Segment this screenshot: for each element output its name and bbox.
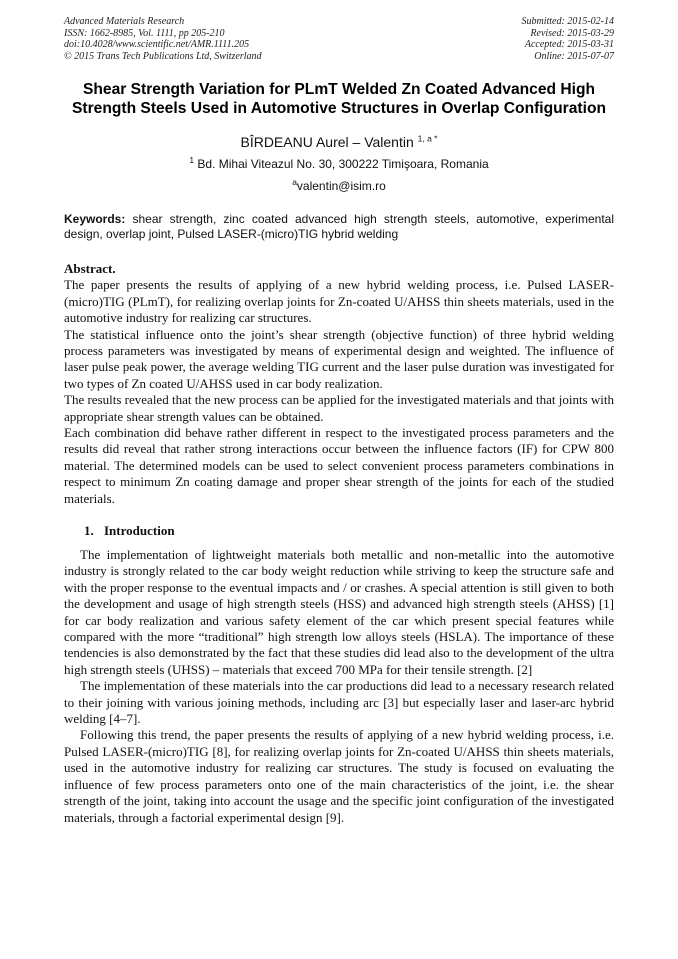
introduction-heading	[84, 523, 175, 539]
journal-name: Advanced Materials Research	[64, 16, 185, 27]
affiliation-superscript: 1	[189, 155, 195, 165]
abstract-heading: Abstract.	[64, 261, 116, 276]
section-number: 1.	[84, 523, 94, 538]
abstract-paragraph: The results revealed that the new process can be applied for the investigated materials and that joints with appropriate shear strength values can be obtained.	[64, 392, 614, 424]
author	[60, 133, 618, 151]
publication-dates	[522, 16, 615, 62]
introduction-body	[64, 547, 614, 826]
introduction-paragraph: The implementation of lightweight materials both metallic and non-metallic into the automotive industry is strongly related to the car body weight reduction while striving to keep the structure safe and with the proper response to the eventual impacts and / or crashes. A special attention is still given to both the development and usage of high strength steels (HSS) and advanced high strength steels (AHSS) [1] for car body realization and various safety element of the car which present special features while compared with the more “traditional” high strength low alloys steels (HSLA). The importance of these tendencies is also demonstrated by the fact that these studies did lead also to the development of the ultra high strength steels (UHSS) – materials that exceed 700 MPa for their tensile strength. [2]	[64, 547, 614, 677]
author-email	[60, 178, 618, 194]
journal-info	[64, 16, 262, 62]
section-title: Introduction	[104, 523, 175, 538]
author-name: BÎRDEANU Aurel – Valentin	[240, 134, 414, 150]
keywords-text: shear strength, zinc coated advanced high strength steels, automotive, experimental design, overlap joint, Pulsed LASER-(micro)TIG hybrid welding	[64, 212, 614, 241]
affiliation	[60, 156, 618, 172]
issn-line: ISSN: 1662-8985, Vol. 1111, pp 205-210	[64, 27, 225, 39]
affiliation-text: Bd. Mihai Viteazul No. 30, 300222 Timişoara, Romania	[197, 157, 489, 171]
abstract-paragraph: Each combination did behave rather different in respect to the investigated process parameters and the results did reveal that rather strong interactions occur between the influence factors (IF) for CPW 800 material. The determined models can be used to select convenient process parameters combinations in respect to minimum Zn coating damage and proper shear strength of the joints for each of the studied materials.	[64, 425, 614, 506]
email-superscript: a	[292, 177, 297, 187]
introduction-paragraph: The implementation of these materials into the car productions did lead to a necessary research related to their joining with various joining methods, including arc [3] but especially laser and laser-arc hybrid welding [4–7].	[64, 678, 614, 727]
abstract	[64, 261, 614, 507]
abstract-paragraph: The statistical influence onto the joint’s shear strength (objective function) of three hybrid welding process parameters was investigated by means of experimental design and weighted. The influence of laser pulse peak power, the average welding TIG current and the laser pulse duration was investigated for two types of Zn coated U/AHSS used in car body realization.	[64, 326, 614, 391]
doi-line: doi:10.4028/www.scientific.net/AMR.1111.205	[64, 39, 250, 50]
author-superscript: 1, a *	[417, 133, 438, 144]
keywords	[64, 212, 614, 242]
copyright-line: © 2015 Trans Tech Publications Ltd, Switzerland	[64, 50, 262, 62]
email-text[interactable]: valentin@isim.ro	[296, 179, 386, 193]
accepted-date: Accepted: 2015-03-31	[524, 39, 614, 50]
introduction-paragraph: Following this trend, the paper presents the results of applying of a new hybrid welding process, i.e. Pulsed LASER-(micro)TIG [8], for realizing overlap joints for Zn-coated U/AHSS thin sheets materials, used in the automotive industry for realizing car structures. The study is focused on evaluating the influence of few process parameters onto one of the main characteristics of the joint, i.e. the shear strength of the joint, taking into account the usage and the specific joint configuration of the investigated materials, through a factorial experimental design [9].	[64, 727, 614, 825]
paper-title: Shear Strength Variation for PLmT Welded Zn Coated Advanced High Strength Steels Used in Automotive Structures in Overlap Configuration	[71, 81, 606, 117]
revised-date: Revised: 2015-03-29	[530, 27, 614, 39]
keywords-label: Keywords:	[64, 212, 126, 226]
abstract-paragraph: The paper presents the results of applying of a new hybrid welding process, i.e. Pulsed LASER-(micro)TIG (PLmT), for realizing overlap joints for Zn-coated U/AHSS thin sheets materials, used in the automotive industry for realizing car structures.	[64, 277, 614, 326]
online-date: Online: 2015-07-07	[534, 50, 614, 62]
submitted-date: Submitted: 2015-02-14	[521, 16, 614, 27]
